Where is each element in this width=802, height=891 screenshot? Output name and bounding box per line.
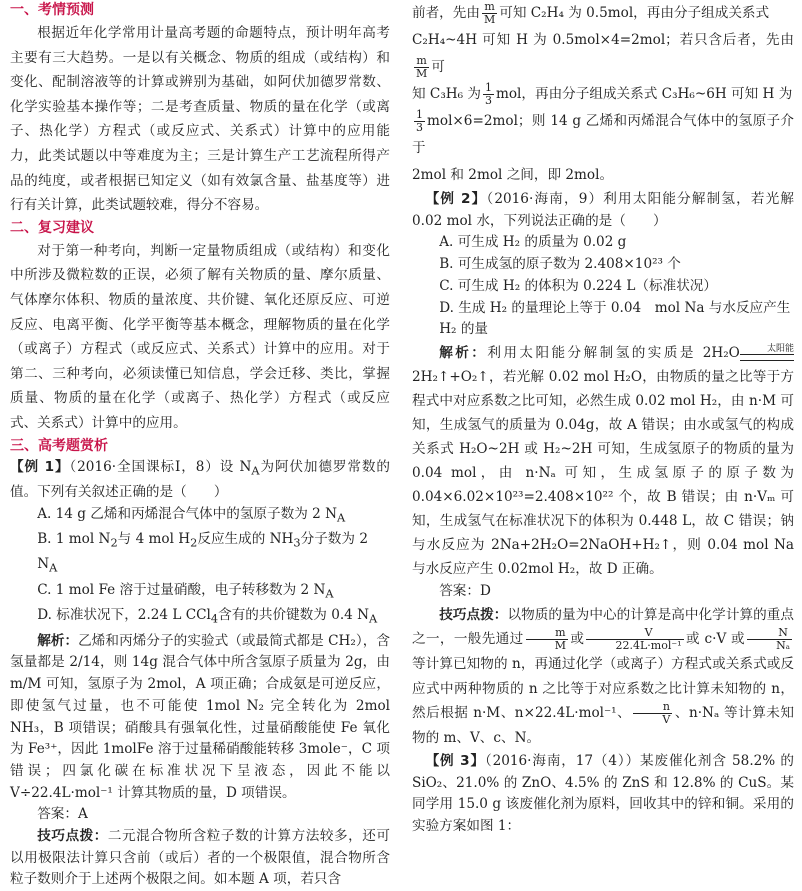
tip-continuation-line-4 xyxy=(412,108,794,162)
denominator: 22.4L·mol⁻¹ xyxy=(615,639,682,653)
fraction-m-over-M xyxy=(414,55,429,80)
tip-text: 以物质的量为中心的计算是高中化学计算的重点之一，一般先通过 xyxy=(412,606,795,648)
example-1-analysis xyxy=(10,631,390,805)
tip-label: 技巧点拨： xyxy=(37,828,108,845)
example-2-option-d: D. 生成 H₂ 的量理论上等于 0.04 mol Na 与水反应产生 H₂ 的量 xyxy=(439,299,791,338)
example-2-question: （2016·海南，9）利用太阳能分解制氢，若光解 0.02 mol 水，下列说法正确的是（ ） xyxy=(412,191,794,229)
numerator: V xyxy=(586,627,683,640)
numerator: m xyxy=(526,627,568,640)
numerator: 1 xyxy=(484,81,492,94)
subscript: A xyxy=(336,510,346,525)
forecast-paragraph: 根据近年化学常用计量高考题的命题特点，预计明年高考主要有三大趋势。一是以有关概念、物质的组成（或结构）和变化、配制溶液等的计算或辨别为基础，如阿伏加德罗常数、化学实验基本操作等；二是考查质量、物质的量在化学（或离子、热化学）方程式（或反应式、关系式）计算中的应用能力，此类试题以中等难度为主；三是计算生产工艺流程所得产品的纯度，或者根据已知定义（如有效氯含量、盐基度等）进行有关计算，此类试题较难，得分不容易。 xyxy=(10,25,390,214)
subscript: A xyxy=(325,586,334,601)
suggestion-paragraph: 对于第一种考向，判断一定量物质组成（或结构）和变化中所涉及微粒数的正误，必须了解有关物质的量、摩尔质量、气体摩尔体积、物质的量浓度、共价键、氧化还原反应、可逆反应、电离平衡、化学平衡等基本概念，理解物质的量在化学（或离子）方程式（或反应式、关系式）计算中的应用。对于第二、三种考向，必须读懂已知信息，学会迁移、类比，掌握质量、物质的量在化学（或离子、热化学）方程式（或反应式、关系式）计算中的应用。 xyxy=(10,242,390,431)
example-1-answer: 答案：A xyxy=(37,806,88,823)
text: 可 xyxy=(431,59,445,75)
example-2-stem xyxy=(412,189,794,232)
example-1-option-a xyxy=(10,504,390,529)
subscript: 2 xyxy=(110,535,118,550)
example-1-question: 为阿伏加德罗常数的值。下列有关叙述正确的是（ ） xyxy=(10,458,390,500)
text: C₂H₄~4H 可知 H 为 0.5mol×4=2mol；若只含后者，先由 xyxy=(412,32,794,48)
analysis-text: 2H₂↑+O₂↑，若光解 0.02 mol H₂O，由物质的量之比等于方程式中对应系数之比可知，必然生成 0.02 mol H₂，由 n·M 可知，生成氢气的质量为 0.04g，故 A 错误；由水或氢气的构成关系式 H₂O~2H 或 H₂~2H 可知，生成氢原子的物质的量为 0.04 mol，由 n·Nₐ 可知，生成氢原子的原子数为 0.04×6.02×10²³=2.408×10²² 个，故 B 错误；由 n·Vₘ 可知，生成氢气在标准状况下的体积为 0.448 L，故 C 错误；钠与水反应为 2Na+2H₂O=2NaOH+H₂↑，则 0.04 mol Na 与水反应产生 0.02mol H₂，故 D 正确。 xyxy=(412,368,794,577)
numerator: m xyxy=(414,55,429,68)
tip-text: 、n·Nₐ 等计算未知物的 m、V、c、N。 xyxy=(412,705,794,747)
tip-continuation-line-2 xyxy=(412,27,794,81)
fraction-n-over-v xyxy=(633,701,672,726)
tip-text: 二元混合物所含粒子数的计算方法较多，还可以用极限法计算只含前（或后）者的一个极限值，混合物所含粒子数则介于上述两个极限之间。如本题 A 项，若只含 xyxy=(10,828,390,888)
text: mol×6=2mol；则 14 g 乙烯和丙烯混合气体中的氢原子介于 xyxy=(412,113,794,156)
analysis-label: 解析： xyxy=(37,632,79,649)
option-text: 与 4 mol H xyxy=(117,531,191,548)
subscript: A xyxy=(251,463,260,478)
example-2-option-a: A. 可生成 H₂ 的质量为 0.02 g xyxy=(439,234,627,251)
option-text: 反应生成的 NH xyxy=(197,531,294,548)
option-text: C. 1 mol Fe 溶于过量硝酸，电子转移数为 2 N xyxy=(37,581,326,598)
left-column xyxy=(10,0,390,891)
arrow-label: 太阳能 xyxy=(766,344,794,355)
example-1-option-c xyxy=(10,580,390,605)
tip-continuation-line-1 xyxy=(412,0,794,27)
denominator: V xyxy=(662,713,671,727)
section-heading-suggestion: 二、复习建议 xyxy=(10,219,94,236)
fraction-one-third xyxy=(483,82,494,107)
subscript: A xyxy=(369,612,378,627)
numerator: m xyxy=(482,1,497,14)
tip-text: 等计算已知物的 n，再通过化学（或离子）方程式或关系式或反应式中两种物质的 n 之比等于对应系数之比计算未知物的 n，然后根据 n·M、n×22.4L·mol⁻¹、 xyxy=(412,656,794,722)
numerator: n xyxy=(633,701,672,714)
example-2-answer: 答案：D xyxy=(439,582,491,599)
option-text: 含有的共价键数为 0.4 N xyxy=(218,607,370,624)
example-3-question: （2016·海南，17（4））某废催化剂含 58.2% 的 SiO₂、21.0% 的 ZnO、4.5% 的 ZnS 和 12.8% 的 CuS。某同学用 15.0 g 该废催化剂为原料，回收其中的锌和铜。采用的实验方案如图 1： xyxy=(412,753,794,835)
analysis-text: 乙烯和丙烯分子的实验式（或最简式都是 CH₂），含氢量都是 2/14，则 14g 混合气体中所含氢原子质量为 2g，由 m/M 可知，氢原子为 2mol，A 项正确；合成氨是可逆反应，即使氢气过量，也不可能使 1mol N₂ 完全转化为 2mol NH₃，B 项错误；硝酸具有强氧化性，过量硝酸能使 Fe 氧化为 Fe³⁺，因此 1molFe 溶于过量稀硝酸能转移 3mole⁻，C 项错误；四氯化碳在标准状况下呈液态，因此不能以 V÷22.4L·mol⁻¹ 计算其物质的量，D 项错误。 xyxy=(10,632,391,801)
example-3-stem xyxy=(412,751,794,838)
denominator: 3 xyxy=(484,94,492,107)
text: 可知 C₂H₄ 为 0.5mol，再由分子组成关系式 xyxy=(499,5,770,21)
denominator: M xyxy=(483,13,496,26)
example-2-tag: 【例 2】 xyxy=(425,191,487,207)
subscript: 4 xyxy=(210,612,219,627)
numerator: 1 xyxy=(416,108,423,121)
example-2-option-c: C. 可生成 H₂ 的体积为 0.224 L（标准状况） xyxy=(439,277,717,294)
equals-sign xyxy=(740,354,794,361)
example-1-option-b xyxy=(10,529,390,580)
subscript: A xyxy=(49,561,58,576)
example-2-analysis xyxy=(412,341,794,581)
example-2-tip xyxy=(412,603,794,751)
section-heading-examples: 三、高考题赏析 xyxy=(10,437,108,454)
example-2-option-b: B. 可生成氢的原子数为 2.408×10²³ 个 xyxy=(439,256,681,273)
example-3-tag: 【例 3】 xyxy=(425,753,485,769)
fraction-v-over-molar-volume xyxy=(586,627,683,652)
reaction-condition-arrow xyxy=(740,345,794,361)
option-text: B. 1 mol N xyxy=(37,531,111,548)
denominator: 3 xyxy=(416,121,423,134)
denominator: M xyxy=(416,67,428,80)
denominator: M xyxy=(554,639,567,653)
analysis-label: 解析： xyxy=(439,344,488,361)
example-1-tag: 【例 1】 xyxy=(10,458,70,475)
right-column xyxy=(412,0,794,838)
text: 知 C₃H₆ 为 xyxy=(412,86,481,102)
text: mol，再由分子组成关系式 C₃H₆~6H 可知 H 为 xyxy=(495,86,793,102)
option-text: A. 14 g 乙烯和丙烯混合气体中的氢原子数为 2 N xyxy=(37,505,337,522)
fraction-one-third xyxy=(414,109,425,134)
tip-continuation-line-5: 2mol 和 2mol 之间，即 2mol。 xyxy=(412,167,614,183)
denominator: Nₐ xyxy=(776,639,790,653)
example-1-option-d xyxy=(10,605,390,630)
tip-text: 或 c·V 或 xyxy=(685,631,745,648)
numerator: N xyxy=(747,627,792,640)
fraction-n-over-na xyxy=(747,627,792,652)
text: 前者，先由 xyxy=(412,5,480,21)
subscript: 3 xyxy=(293,535,301,550)
section-heading-forecast: 一、考情预测 xyxy=(10,2,94,18)
tip-label: 技巧点拨： xyxy=(439,606,508,623)
option-text: D. 标准状况下，2.24 L CCl xyxy=(37,607,211,624)
example-1-tip xyxy=(10,826,390,891)
example-1-source: （2016·全国课标Ⅰ，8）设 N xyxy=(69,458,252,475)
fraction-m-over-M xyxy=(482,1,497,26)
example-1-stem xyxy=(10,457,390,504)
analysis-text: 利用太阳能分解制氢的实质是 2H₂O xyxy=(487,344,740,361)
tip-text: 或 xyxy=(570,631,585,648)
option-text: 分子数为 2 N xyxy=(37,531,368,573)
fraction-m-over-M xyxy=(526,627,568,652)
subscript: 2 xyxy=(190,535,198,550)
tip-continuation-line-3 xyxy=(412,81,794,108)
